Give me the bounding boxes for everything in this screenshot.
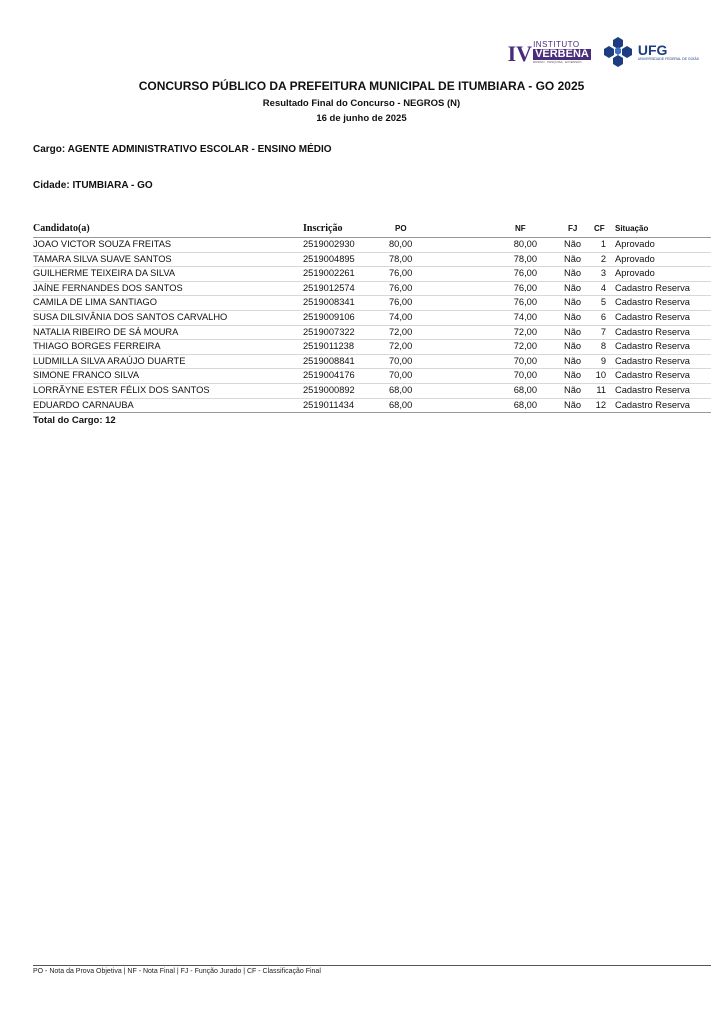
header-cf: CF — [594, 224, 605, 233]
cell-po: 76,00 — [389, 268, 413, 279]
cell-fj: Não — [564, 384, 582, 395]
cell-cf: 5 — [600, 297, 606, 308]
iv-mark: IV — [507, 40, 533, 66]
footer-legend: PO - Nota da Prova Objetiva | NF - Nota Final | FJ - Função Jurado | CF - Classificação Final — [33, 968, 321, 975]
cell-situacao: Aprovado — [615, 239, 655, 249]
cell-cf: 3 — [600, 268, 606, 279]
cell-candidato: SIMONE FRANCO SILVA — [33, 370, 140, 381]
results-table — [33, 223, 711, 426]
cell-nf: 76,00 — [513, 297, 537, 308]
cell-situacao: Cadastro Reserva — [615, 341, 690, 352]
cell-inscricao: 2519008841 — [303, 355, 355, 366]
cell-nf: 80,00 — [513, 239, 537, 249]
document-header — [0, 79, 723, 124]
cell-situacao: Cadastro Reserva — [615, 370, 690, 381]
cell-situacao: Cadastro Reserva — [615, 399, 690, 410]
cell-cf: 1 — [600, 239, 606, 249]
iv-name-label: VERBENA — [535, 47, 589, 60]
cell-situacao: Cadastro Reserva — [615, 297, 690, 308]
cell-po: 68,00 — [389, 384, 413, 395]
iv-sub-label: ENSINO · PESQUISA · EXTENSÃO — [533, 59, 582, 64]
cargo-label: Cargo: AGENTE ADMINISTRATIVO ESCOLAR - ENSINO MÉDIO — [33, 144, 332, 155]
cell-po: 78,00 — [389, 253, 413, 264]
table-header — [33, 223, 711, 238]
cell-po: 72,00 — [389, 326, 413, 337]
cell-inscricao: 2519007322 — [303, 326, 355, 337]
cell-inscricao: 2519004176 — [303, 370, 355, 381]
cell-inscricao: 2519004895 — [303, 253, 355, 264]
header-inscricao: Inscrição — [303, 223, 343, 234]
table-row — [33, 253, 711, 268]
cell-candidato: TAMARA SILVA SUAVE SANTOS — [33, 253, 172, 264]
cell-candidato: SUSA DILSIVÂNIA DOS SANTOS CARVALHO — [33, 311, 228, 322]
cell-candidato: LORRÃYNE ESTER FÉLIX DOS SANTOS — [33, 384, 210, 395]
cell-fj: Não — [564, 282, 582, 293]
cell-situacao: Cadastro Reserva — [615, 355, 690, 366]
document-title: CONCURSO PÚBLICO DA PREFEITURA MUNICIPAL DE ITUMBIARA - GO 2025 — [138, 79, 585, 93]
cell-candidato: LUDMILLA SILVA ARAÚJO DUARTE — [33, 355, 186, 366]
cell-fj: Não — [564, 239, 582, 249]
cell-inscricao: 2519009106 — [303, 311, 355, 322]
table-row — [33, 326, 711, 341]
cell-inscricao: 2519000892 — [303, 384, 355, 395]
cell-fj: Não — [564, 326, 582, 337]
cell-po: 68,00 — [389, 399, 413, 410]
cell-cf: 11 — [596, 384, 606, 395]
cell-situacao: Cadastro Reserva — [615, 384, 690, 395]
ufg-hexagon-icon — [601, 36, 635, 68]
footer-divider — [33, 965, 711, 966]
cell-candidato: CAMILA DE LIMA SANTIAGO — [33, 297, 157, 308]
cidade-label: Cidade: ITUMBIARA - GO — [33, 180, 153, 191]
cell-nf: 70,00 — [513, 370, 537, 381]
cell-situacao: Cadastro Reserva — [615, 311, 690, 322]
cell-candidato: GUILHERME TEIXEIRA DA SILVA — [33, 268, 176, 279]
cell-fj: Não — [564, 370, 582, 381]
cell-inscricao: 2519002930 — [303, 239, 355, 249]
cell-cf: 6 — [600, 311, 606, 322]
cell-cf: 9 — [600, 355, 606, 366]
cell-nf: 68,00 — [513, 384, 537, 395]
cell-fj: Não — [564, 311, 582, 322]
cell-fj: Não — [564, 355, 582, 366]
table-body — [33, 238, 711, 413]
cell-po: 80,00 — [389, 239, 413, 249]
cell-inscricao: 2519011238 — [303, 341, 355, 352]
cell-candidato: NATALIA RIBEIRO DE SÁ MOURA — [33, 326, 179, 337]
table-row — [33, 238, 711, 253]
header-candidato: Candidato(a) — [33, 223, 90, 234]
table-row — [33, 355, 711, 370]
total-cargo: Total do Cargo: 12 — [33, 415, 116, 427]
cell-cf: 2 — [600, 253, 606, 264]
cell-inscricao: 2519002261 — [303, 268, 355, 279]
table-row — [33, 282, 711, 297]
table-row — [33, 296, 711, 311]
cell-po: 76,00 — [389, 282, 413, 293]
cell-fj: Não — [564, 268, 582, 279]
cell-inscricao: 2519012574 — [303, 282, 355, 293]
cell-cf: 10 — [595, 370, 606, 381]
cell-situacao: Aprovado — [615, 268, 655, 279]
cell-situacao: Cadastro Reserva — [615, 282, 690, 293]
cell-inscricao: 2519011434 — [303, 399, 355, 410]
cell-cf: 7 — [600, 326, 606, 337]
cell-po: 74,00 — [389, 311, 413, 322]
cell-po: 70,00 — [389, 370, 413, 381]
cell-nf: 70,00 — [513, 355, 537, 366]
cell-candidato: EDUARDO CARNAUBA — [33, 399, 134, 410]
table-row — [33, 399, 711, 414]
table-row — [33, 267, 711, 282]
cell-nf: 74,00 — [513, 311, 537, 322]
cell-po: 72,00 — [389, 341, 413, 352]
cell-nf: 78,00 — [513, 253, 537, 264]
table-row — [33, 311, 711, 326]
cell-fj: Não — [564, 297, 582, 308]
cell-nf: 68,00 — [513, 399, 537, 410]
cell-nf: 76,00 — [513, 282, 537, 293]
header-situacao: Situação — [615, 224, 649, 233]
table-row — [33, 384, 711, 399]
cell-candidato: JAÍNE FERNANDES DOS SANTOS — [33, 282, 183, 293]
table-row — [33, 369, 711, 384]
header-fj: FJ — [568, 224, 578, 233]
header-po: PO — [395, 224, 407, 233]
cell-situacao: Aprovado — [615, 253, 655, 264]
ufg-sub: UNIVERSIDADE FEDERAL DE GOIÁS — [637, 56, 699, 61]
cell-fj: Não — [564, 399, 582, 410]
ufg-name: UFG — [637, 41, 668, 58]
header-logos — [508, 36, 699, 68]
header-nf: NF — [515, 224, 526, 233]
cell-candidato: THIAGO BORGES FERREIRA — [33, 341, 161, 352]
cell-nf: 72,00 — [513, 326, 537, 337]
cell-inscricao: 2519008341 — [303, 297, 355, 308]
cell-cf: 8 — [600, 341, 606, 352]
iv-institute-label: INSTITUTO — [533, 39, 580, 49]
cell-cf: 12 — [595, 399, 606, 410]
cell-situacao: Cadastro Reserva — [615, 326, 690, 337]
table-row — [33, 340, 711, 355]
instituto-verbena-logo — [508, 41, 591, 64]
document-date: 16 de junho de 2025 — [316, 113, 407, 124]
cell-po: 76,00 — [389, 297, 413, 308]
cell-cf: 4 — [600, 282, 606, 293]
cell-candidato: JOAO VICTOR SOUZA FREITAS — [33, 239, 172, 249]
ufg-logo — [601, 36, 699, 68]
cell-fj: Não — [564, 253, 582, 264]
cell-nf: 72,00 — [513, 341, 537, 352]
cell-nf: 76,00 — [513, 268, 537, 279]
cell-po: 70,00 — [389, 355, 413, 366]
cell-fj: Não — [564, 341, 582, 352]
document-subtitle: Resultado Final do Concurso - NEGROS (N) — [262, 98, 461, 109]
